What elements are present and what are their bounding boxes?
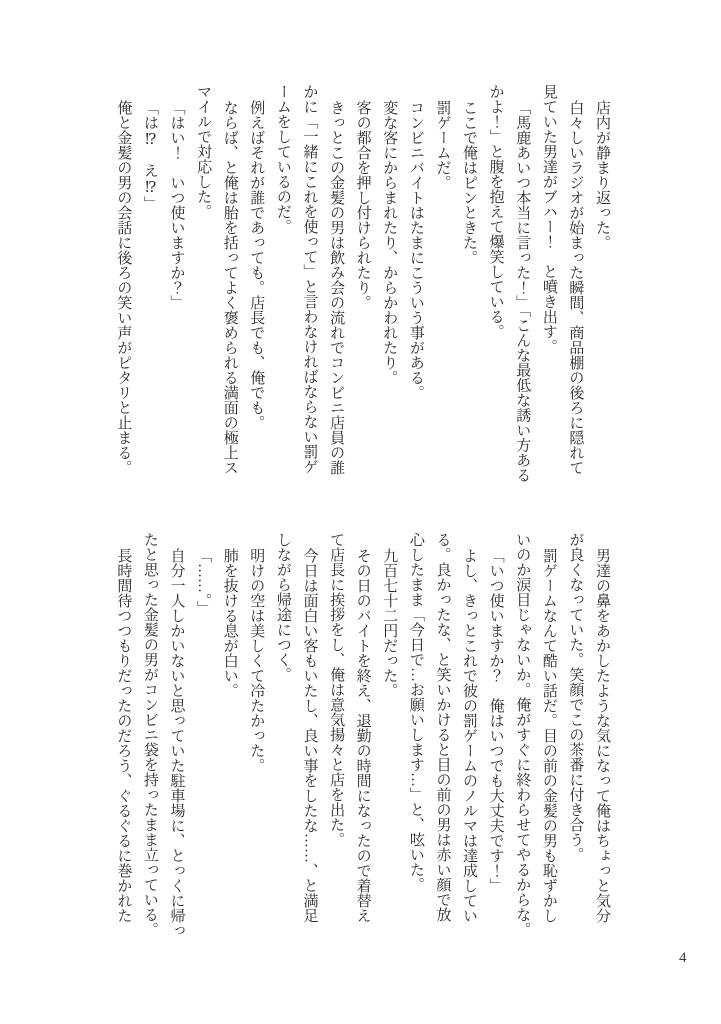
text-line: て店長に挨拶をし、俺は意気揚々と店を出た。 [328,532,345,847]
text-line: ここで俺はピンときた。 [461,100,478,265]
text-line: 九百七十二円だった。 [381,548,398,698]
text-line: ならば、と俺は胎を括ってよく褒められる満面の極上ス [221,100,238,475]
text-line: いのか涙目じゃないか。俺がすぐに終わらせてやるからな。 [514,532,531,937]
upper-text-block [110,84,615,482]
text-line: 変な客にからまれたり、からかわれたり。 [381,100,398,385]
text-line: 「馬鹿あいつ本当に言った！」「こんな最低な誘い方ある [514,100,531,483]
lower-text-block [110,532,615,960]
text-line: よし、きっとこれで彼の罰ゲームのノルマは達成してい [461,548,478,923]
text-line: しながら帰途につく。 [274,532,291,682]
text-line: 「いつ使いますか？ 俺はいつでも大丈夫です！」 [487,548,504,893]
text-line: 白々しいラジオが始まった瞬間、商品棚の後ろに隠れて [567,100,584,475]
text-line: コンビニバイトはたまにこういう事がある。 [407,100,424,400]
text-line: きっとこの金髪の男は飲み会の流れでコンビニ店員の誰 [328,100,345,475]
text-line: る。良かったな、と笑いかけると目の前の男は赤い顔で放 [434,532,451,922]
text-line: 「は⁉ え⁉」 [141,100,158,211]
page-number: 4 [679,950,687,966]
text-line: 罰ゲームなんて酷い話だ。目の前の金髪の男も恥ずかし [540,548,557,923]
text-line: 今日は面白い客もいたし、良い事をしたな……、と満足 [301,548,318,923]
text-line: 罰ゲームだ。 [434,100,451,190]
text-line: たと思った金髪の男がコンビニ袋を持ったまま立っている。 [141,532,158,937]
text-line: 長時間待つつもりだったのだろう、ぐるぐるに巻かれた [115,548,132,923]
text-line: その日のバイトを終え、退勤の時間になったので着替え [354,548,371,923]
text-line: 「……。」 [195,548,212,616]
text-line: 自分一人しかいないと思っていた駐車場に、とっくに帰っ [168,548,185,938]
text-line: 明けの空は美しくて冷たかった。 [248,548,265,773]
text-line: かよ！」と腹を抱えて爆笑している。 [487,84,504,339]
text-line: 見ていた男達がブハー！ と噴き出す。 [540,84,557,354]
text-line: 男達の鼻をあかしたような気になって俺はちょっと気分 [594,548,610,923]
text-line: かに「一緒にこれを使って」と言わなければならない罰ゲ [301,84,318,474]
text-line: 例えばそれが誰であっても。店長でも、俺でも。 [248,100,265,430]
text-line: 心したまま「今日で…お願いします…」と、呟いた。 [407,532,424,892]
text-line: 「はい！ いつ使いますか？」 [168,100,185,310]
text-line: 肺を抜ける息が白い。 [221,548,238,698]
text-line: が良くなっていた。笑顔でこの茶番に付き合う。 [567,532,584,862]
text-line: 店内が静まり返った。 [594,100,610,250]
text-line: ームをしているのだ。 [274,84,291,234]
text-line: 俺と金髪の男の会話に後ろの笑い声がピタリと止まる。 [115,100,132,475]
text-line: 客の都合を押し付けられたり。 [354,100,371,310]
text-line: マイルで対応した。 [195,84,212,219]
